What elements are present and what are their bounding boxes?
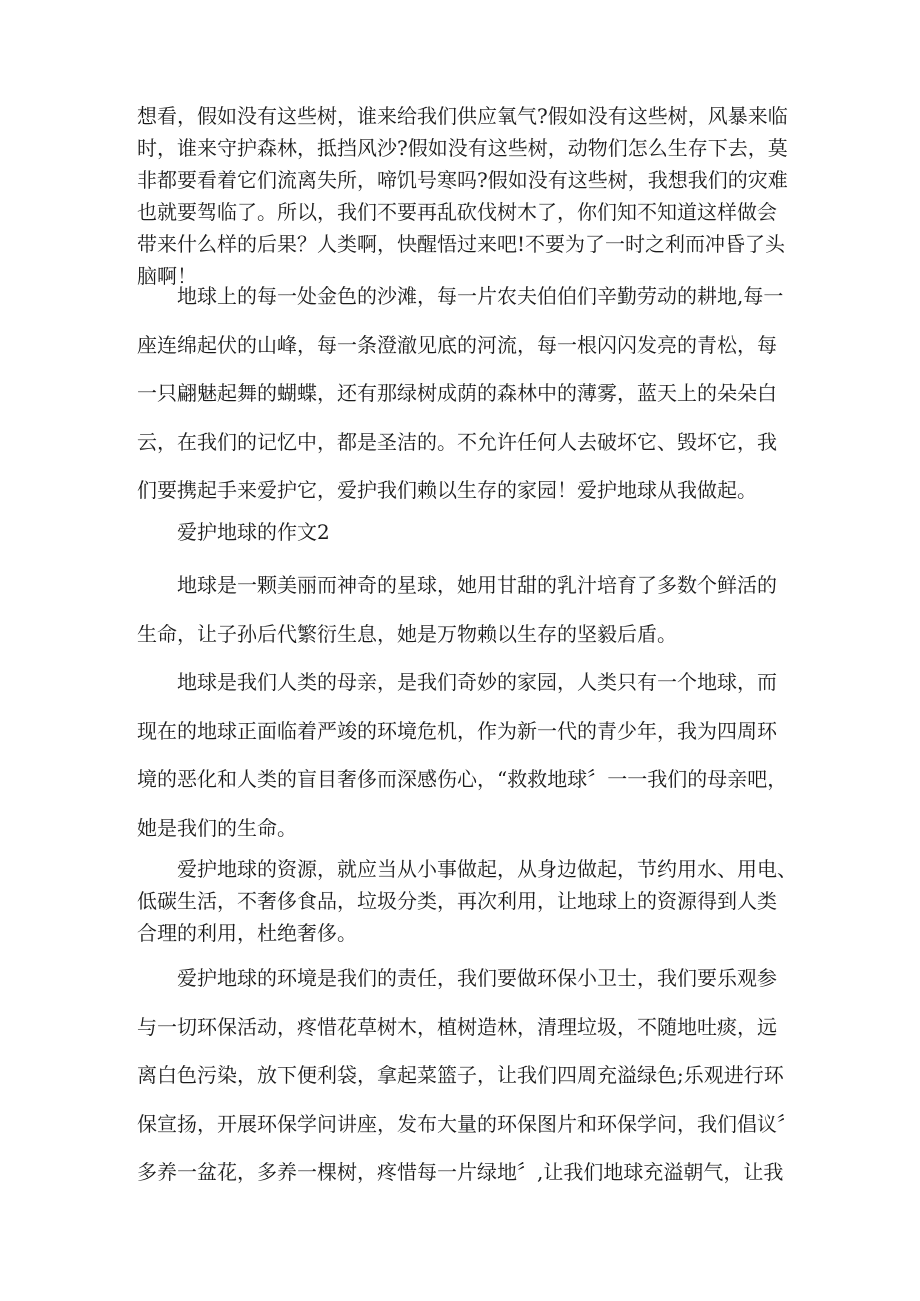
paragraph-5 — [137, 853, 797, 949]
text-line: 地球上的每一处金色的沙滩，每一片农夫伯伯们辛勤劳动的耕地,每一 — [177, 284, 784, 308]
text-line: 境的恶化和人类的盲目奢侈而深感伤心，“救救地球〞一一我们的母亲吧， — [137, 767, 788, 791]
text-line: 爱护地球的资源，就应当从小事做起，从身边做起，节约用水、用电、 — [177, 857, 797, 881]
text-line: 带来什么样的后果？人类啊，快醒悟过来吧!不要为了一时之利而冲昏了头 — [137, 232, 786, 256]
section-heading: 爱护地球的作文2 — [177, 520, 330, 544]
text-line: 合理的利用，杜绝奢侈。 — [137, 921, 357, 945]
text-line: 一只翩魅起舞的蝴蝶，还有那绿树成荫的森林中的薄雾，蓝天上的朵朵白 — [137, 381, 777, 405]
paragraph-3 — [137, 561, 787, 658]
text-line: 地球是我们人类的母亲，是我们奇妙的家园，人类只有一个地球，而 — [177, 670, 777, 694]
text-line: 爱护地球的环境是我们的责任，我们要做环保小卫士，我们要乐观参 — [177, 966, 777, 990]
text-line: 她是我们的生命。 — [137, 815, 297, 840]
text-line: 现在的地球正面临着严竣的环境危机，作为新一代的青少年，我为四周环 — [137, 718, 777, 743]
text-line: 保宣扬，开展环保学问讲座，发布大量的环保图片和环保学问，我们倡议〞 — [137, 1111, 797, 1136]
text-line: 生命，让子孙后代繁衍生息，她是万物赖以生存的坚毅后盾。 — [137, 621, 677, 646]
text-line: 想看，假如没有这些树，谁来给我们供应氧气?假如没有这些树，风暴来临 — [137, 104, 788, 128]
paragraph-2 — [137, 272, 787, 515]
text-line: 低碳生活，不奢侈食品，垃圾分类，再次利用，让地球上的资源得到人类 — [137, 889, 777, 913]
text-line: 多养一盆花，多养一棵树，疼惜每一片绿地〞,让我们地球充溢朝气，让我 — [137, 1160, 784, 1184]
paragraph-1 — [137, 100, 787, 292]
text-line: 云，在我们的记忆中，都是圣洁的。不允许任何人去破坏它、毁坏它，我 — [137, 429, 777, 454]
text-line: 时，谁来守护森林，抵挡风沙?假如没有这些树，动物们怎么生存下去，莫 — [137, 136, 788, 160]
text-line: 座连绵起伏的山峰，每一条澄澈见底的河流，每一根闪闪发亮的青松，每 — [137, 332, 777, 357]
text-line: 非都要看着它们流离失所，啼饥号寒吗?假如没有这些树，我想我们的灾难 — [137, 168, 788, 192]
text-line: 与一切环保活动，疼惜花草树木，植树造林，清理垃圾，不随地吐痰，远 — [137, 1014, 777, 1039]
paragraph-4 — [137, 658, 787, 852]
text-line: 也就要驾临了。所以，我们不要再乱砍伐树木了，你们知不知道这样做会 — [137, 200, 777, 224]
text-line: 脑啊！ — [137, 264, 197, 288]
text-line: 们要携起手来爱护它，爱护我们赖以生存的家园！爱护地球从我做起。 — [137, 478, 757, 502]
text-line: 离白色污染，放下便利袋，拿起菜篮子，让我们四周充溢绿色;乐观进行环 — [137, 1063, 784, 1087]
text-line: 地球是一颗美丽而神奇的星球，她用甘甜的乳汁培育了多数个鲜活的 — [177, 573, 777, 597]
paragraph-6 — [137, 954, 797, 1197]
